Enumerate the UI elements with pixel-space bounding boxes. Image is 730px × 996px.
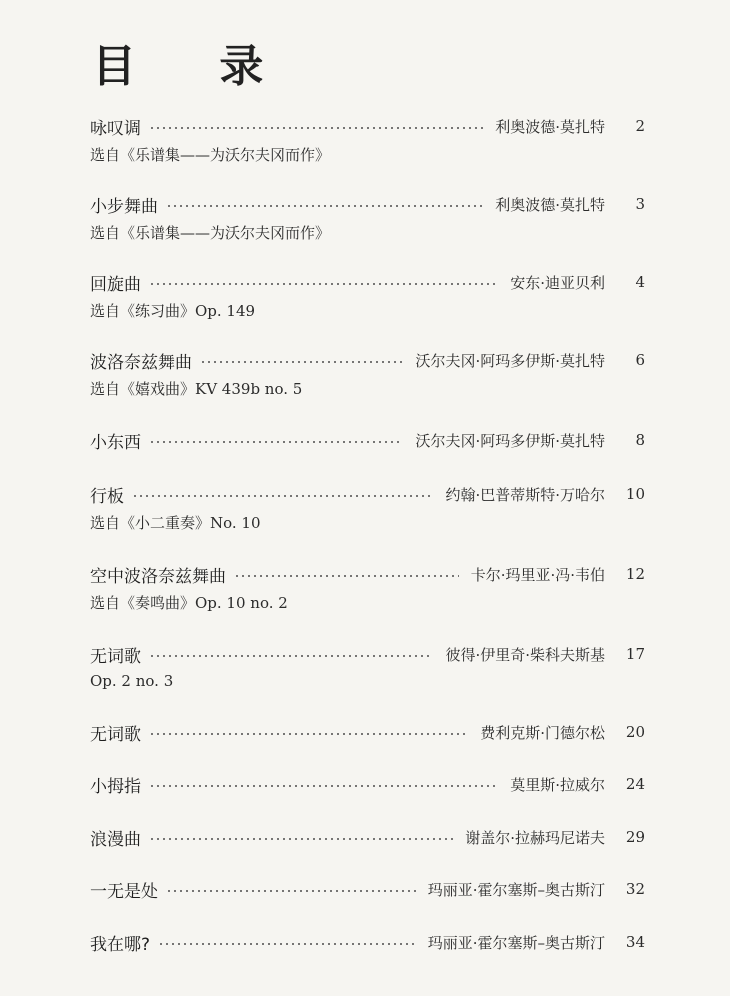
entry-subtitle: 选自《乐谱集——为沃尔夫冈而作》	[90, 146, 331, 164]
entry-title: 小东西	[90, 432, 141, 453]
entry-title: 空中波洛奈兹舞曲	[90, 566, 226, 587]
entry-title: 无词歌	[90, 724, 141, 745]
toc-entry-line	[90, 562, 645, 586]
entry-title: 一无是处	[90, 881, 158, 902]
dot-leader	[200, 361, 403, 363]
entry-title: 回旋曲	[90, 274, 141, 295]
entry-page: 6	[635, 351, 645, 369]
entry-subtitle: 选自《练习曲》Op. 149	[90, 302, 256, 320]
entry-title: 小拇指	[90, 776, 141, 797]
dot-leader	[149, 441, 403, 443]
entry-title: 浪漫曲	[90, 829, 141, 850]
page-title: 目 录	[92, 41, 298, 92]
entry-subtitle: Op. 2 no. 3	[90, 672, 174, 690]
entry-title: 我在哪?	[90, 934, 151, 955]
dot-leader	[149, 785, 498, 787]
entry-composer: 莫里斯·拉威尔	[510, 775, 605, 794]
entry-composer: 玛丽亚·霍尔塞斯–奥古斯汀	[427, 933, 605, 952]
entry-title: 无词歌	[90, 646, 141, 667]
entry-subtitle: 选自《小二重奏》No. 10	[90, 514, 261, 532]
dot-leader	[166, 890, 416, 892]
toc-entry-line	[90, 114, 645, 138]
entry-page: 10	[625, 485, 645, 503]
entry-page: 2	[635, 117, 645, 135]
toc-entry-line	[90, 482, 645, 506]
toc-entry-line	[90, 825, 645, 849]
entry-page: 8	[635, 431, 645, 449]
dot-leader	[132, 495, 433, 497]
entry-page: 32	[625, 880, 645, 898]
entry-composer: 沃尔夫冈·阿玛多伊斯·莫扎特	[415, 431, 605, 450]
entry-page: 17	[625, 645, 645, 663]
entry-page: 4	[635, 273, 645, 291]
toc-entry-line	[90, 877, 645, 901]
toc-entry-line	[90, 348, 645, 372]
dot-leader	[158, 943, 416, 945]
entry-composer: 约翰·巴普蒂斯特·万哈尔	[445, 485, 605, 504]
entry-composer: 谢盖尔·拉赫玛尼诺夫	[465, 828, 605, 847]
toc-entry-line	[90, 270, 645, 294]
dot-leader	[149, 283, 498, 285]
dot-leader	[149, 733, 468, 735]
entry-subtitle: 选自《嬉戏曲》KV 439b no. 5	[90, 380, 303, 398]
entry-page: 3	[635, 195, 645, 213]
dot-leader	[166, 205, 483, 207]
entry-composer: 利奥波德·莫扎特	[495, 117, 605, 136]
entry-page: 20	[625, 723, 645, 741]
toc-entry-line	[90, 772, 645, 796]
entry-composer: 沃尔夫冈·阿玛多伊斯·莫扎特	[415, 351, 605, 370]
entry-page: 12	[625, 565, 645, 583]
toc-entry-line	[90, 428, 645, 452]
entry-title: 波洛奈兹舞曲	[90, 352, 192, 373]
entry-composer: 卡尔·玛里亚·冯·韦伯	[470, 565, 605, 584]
entry-page: 34	[625, 933, 645, 951]
entry-subtitle: 选自《乐谱集——为沃尔夫冈而作》	[90, 224, 331, 242]
dot-leader	[149, 127, 483, 129]
dot-leader	[234, 575, 459, 577]
toc-entry-line	[90, 642, 645, 666]
entry-subtitle: 选自《奏鸣曲》Op. 10 no. 2	[90, 594, 288, 612]
entry-composer: 安东·迪亚贝利	[510, 273, 605, 292]
toc-entry-line	[90, 192, 645, 216]
entry-composer: 彼得·伊里奇·柴科夫斯基	[445, 645, 605, 664]
dot-leader	[149, 838, 453, 840]
entry-title: 咏叹调	[90, 118, 141, 139]
entry-title: 小步舞曲	[90, 196, 158, 217]
toc-entry-line	[90, 930, 645, 954]
entry-composer: 利奥波德·莫扎特	[495, 195, 605, 214]
toc-entry-line	[90, 720, 645, 744]
entry-page: 29	[625, 828, 645, 846]
entry-page: 24	[625, 775, 645, 793]
entry-composer: 玛丽亚·霍尔塞斯–奥古斯汀	[427, 880, 605, 899]
entry-title: 行板	[90, 486, 124, 507]
entry-composer: 费利克斯·门德尔松	[480, 723, 605, 742]
dot-leader	[149, 655, 433, 657]
